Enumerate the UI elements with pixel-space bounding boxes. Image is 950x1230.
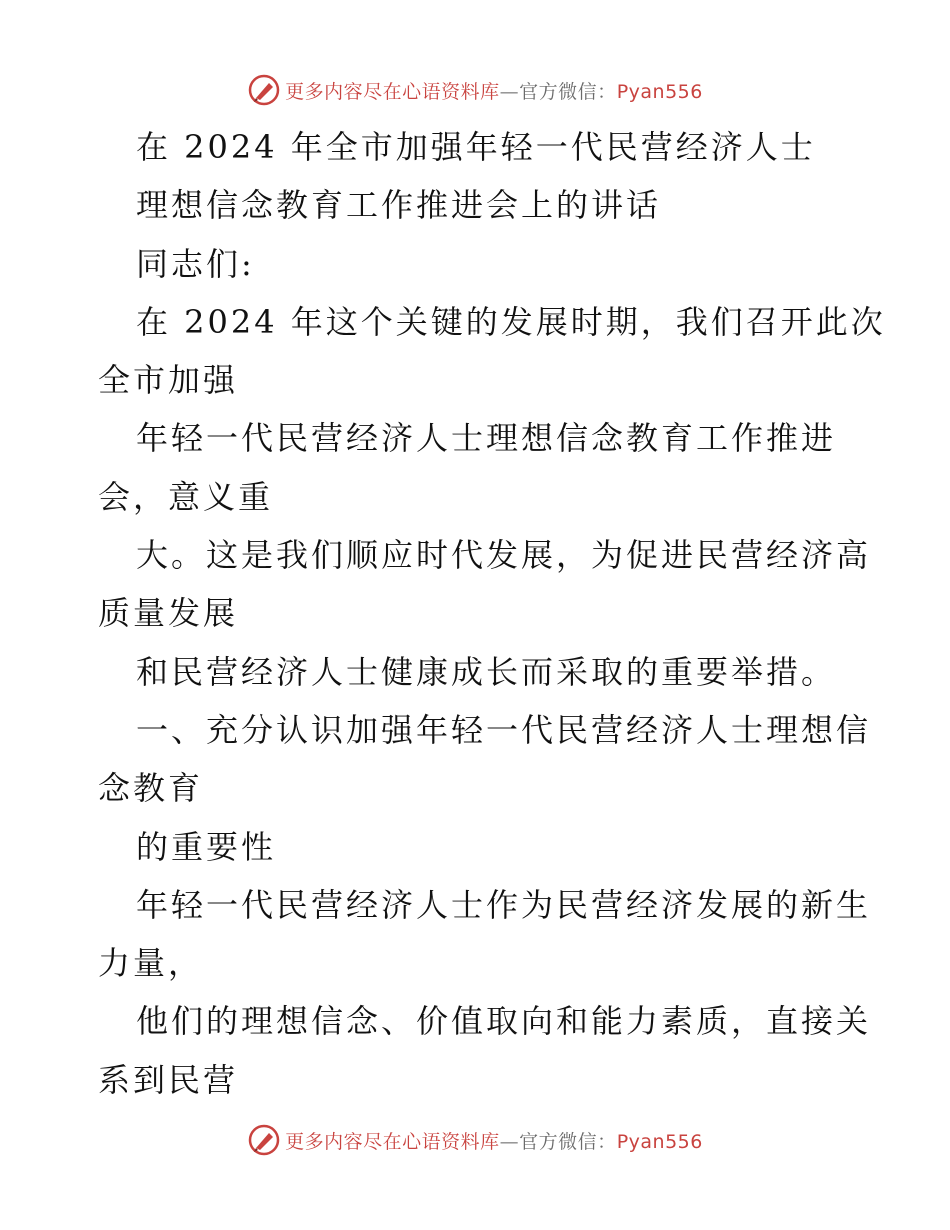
text-line: 一、充分认识加强年轻一代民营经济人士理想信 [136, 710, 872, 749]
text-line: 在 2024 年全市加强年轻一代民营经济人士 [136, 128, 816, 166]
banner-text [285, 77, 703, 104]
banner-separator: — [499, 80, 520, 103]
text-line: 全市加强 [98, 361, 239, 400]
text-line: 他们的理想信念、价值取向和能力素质，直接关 [136, 1002, 872, 1041]
banner-site-text: 更多内容尽在心语资料库 [285, 80, 500, 103]
banner-site-text: 更多内容尽在心语资料库 [285, 1130, 500, 1153]
text-line: 和民营经济人士健康成长而采取的重要举措。 [136, 652, 837, 691]
text-line: 在 2024 年这个关键的发展时期，我们召开此次 [136, 302, 886, 341]
banner-wechat-label: 官方微信： [519, 80, 617, 103]
text-line: 大。这是我们顺应时代发展，为促进民营经济高 [136, 536, 872, 575]
footer-banner [0, 1120, 950, 1160]
text-line: 力量， [98, 944, 204, 983]
header-banner [0, 70, 950, 110]
pen-logo-icon [247, 1123, 281, 1157]
text-line: 年轻一代民营经济人士作为民营经济发展的新生 [136, 885, 872, 924]
banner-separator: — [499, 1130, 520, 1153]
pen-logo-icon [247, 73, 281, 107]
banner-wechat-label: 官方微信： [519, 1130, 617, 1153]
text-line: 念教育 [98, 769, 204, 808]
banner-text [285, 1127, 703, 1154]
text-line: 会，意义重 [98, 477, 274, 516]
text-line: 质量发展 [98, 594, 239, 633]
document-body [98, 118, 886, 1109]
text-line: 的重要性 [136, 827, 277, 866]
text-line: 理想信念教育工作推进会上的讲话 [136, 186, 662, 225]
banner-wechat-id: Pyan556 [616, 1130, 703, 1153]
text-line: 系到民营 [98, 1060, 239, 1099]
text-line: 同志们: [136, 244, 255, 283]
text-line: 年轻一代民营经济人士理想信念教育工作推进 [136, 419, 837, 458]
banner-wechat-id: Pyan556 [616, 80, 703, 103]
